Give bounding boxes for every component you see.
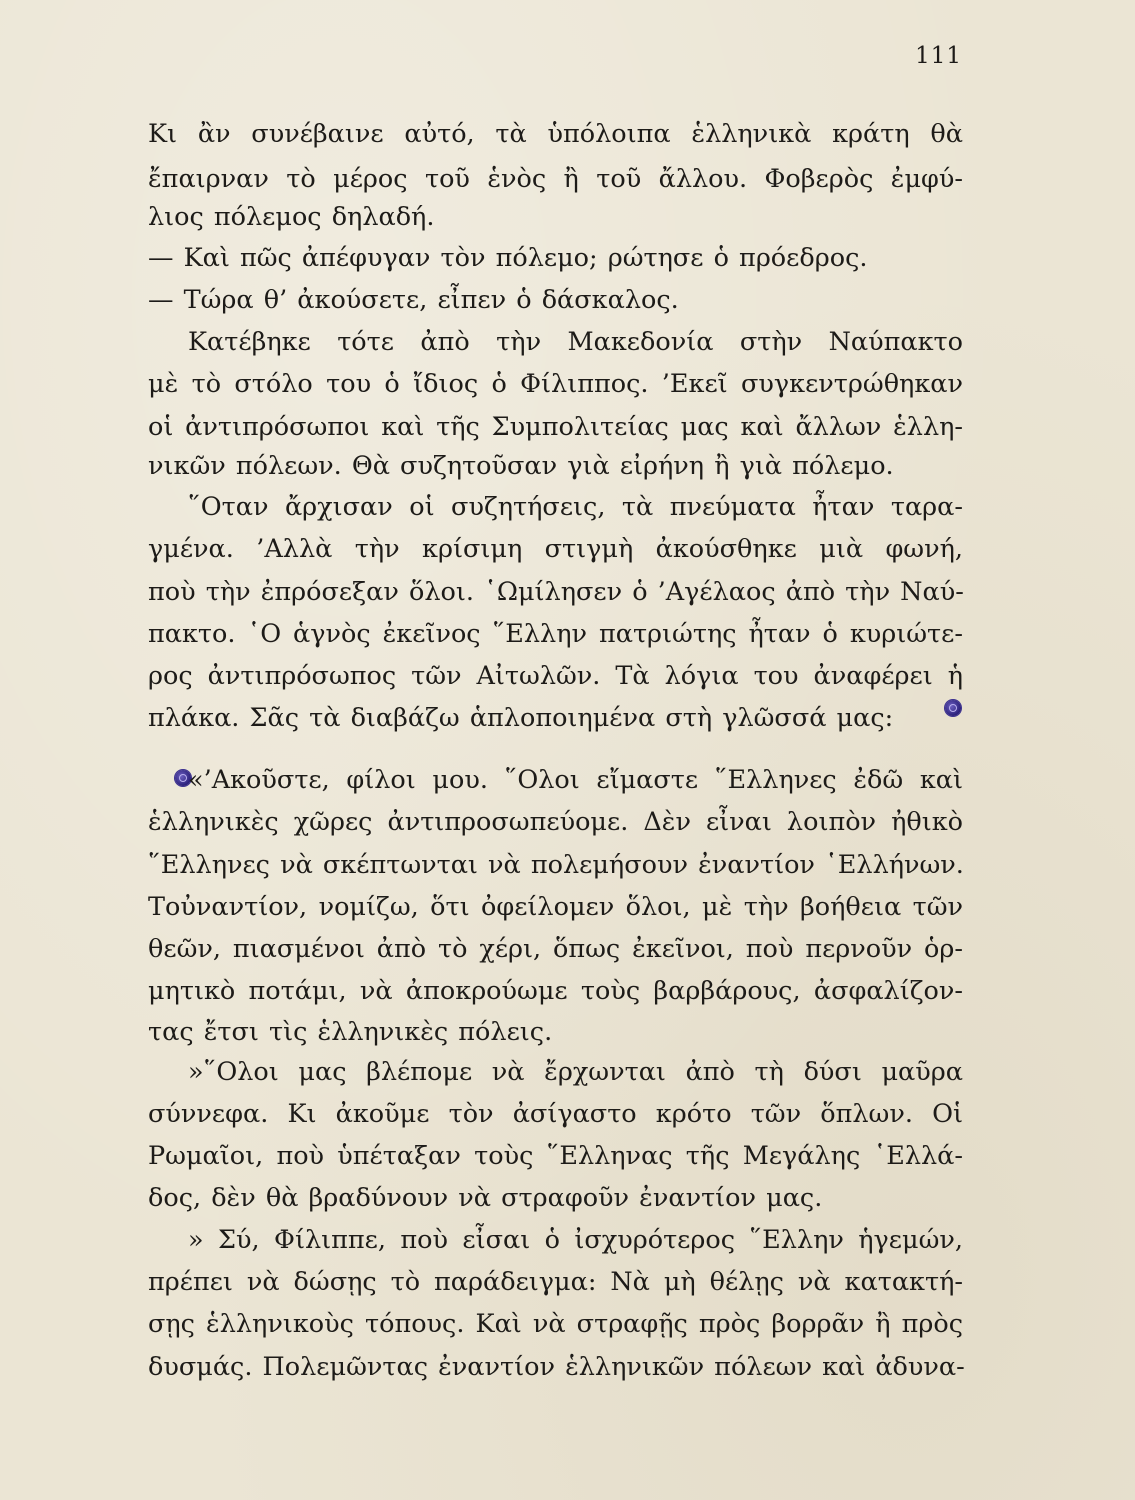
text-line: ποὺ τὴν ἐπρόσεξαν ὅλοι. ῾Ωμίλησεν ὁ ’Αγέλαος ἀπὸ τὴν Ναύ- <box>148 577 964 607</box>
text-line: πλάκα. Σᾶς τὰ διαβάζω ἁπλοποιημένα στὴ γλῶσσά μας: <box>148 703 894 733</box>
text-line: δος, δὲν θὰ βραδύνουν νὰ στραφοῦν ἐναντίον μας. <box>148 1183 823 1213</box>
text-line: Ρωμαῖοι, ποὺ ὑπέταξαν τοὺς ῞Ελληνας τῆς Μεγάλης ῾Ελλά- <box>148 1141 963 1171</box>
text-line: » Σύ, Φίλιππε, ποὺ εἶσαι ὁ ἰσχυρότερος ῞Ελλην ἡγεμών, <box>188 1225 963 1255</box>
text-line: γμένα. ’Αλλὰ τὴν κρίσιμη στιγμὴ ἀκούσθηκε μιὰ φωνή, <box>148 534 963 564</box>
text-line: θεῶν, πιασμένοι ἀπὸ τὸ χέρι, ὅπως ἐκεῖνοι, ποὺ περνοῦν ὁρ- <box>148 934 963 964</box>
text-line: πρέπει νὰ δώσῃς τὸ παράδειγμα: Νὰ μὴ θέλῃς νὰ κατακτή- <box>148 1267 963 1297</box>
text-line: ρος ἀντιπρόσωπος τῶν Αἰτωλῶν. Τὰ λόγια του ἀναφέρει ἡ <box>148 661 963 691</box>
text-line: — Καὶ πῶς ἀπέφυγαν τὸν πόλεμο; ρώτησε ὁ πρόεδρος. <box>148 243 868 273</box>
text-line: δυσμάς. Πολεμῶντας ἐναντίον ἑλληνικῶν πόλεων καὶ ἀδυνα- <box>148 1352 965 1382</box>
text-line: »῞Ολοι μας βλέπομε νὰ ἔρχωνται ἀπὸ τὴ δύσι μαῦρα <box>188 1057 963 1087</box>
text-line: «’Ακοῦστε, φίλοι μου. ῞Ολοι εἴμαστε ῞Ελληνες ἐδῶ καὶ <box>188 765 963 795</box>
text-line: σύννεφα. Κι ἀκοῦμε τὸν ἀσίγαστο κρότο τῶν ὅπλων. Οἱ <box>148 1099 963 1129</box>
page-number: 111 <box>915 43 962 69</box>
text-line: σῃς ἑλληνικοὺς τόπους. Καὶ νὰ στραφῇς πρὸς βορρᾶν ἢ πρὸς <box>148 1309 963 1339</box>
text-line: ῞Ελληνες νὰ σκέπτωνται νὰ πολεμήσουν ἐναντίον ῾Ελλήνων. <box>148 850 964 880</box>
ink-stamp-icon <box>945 700 961 716</box>
text-line: τας ἔτσι τὶς ἑλληνικὲς πόλεις. <box>148 1017 553 1047</box>
text-line: Κι ἂν συνέβαινε αὐτό, τὰ ὑπόλοιπα ἑλληνικὰ κράτη θὰ <box>148 119 963 149</box>
text-line: Τοὐναντίον, νομίζω, ὅτι ὀφείλομεν ὅλοι, μὲ τὴν βοήθεια τῶν <box>148 892 963 922</box>
text-line: μητικὸ ποτάμι, νὰ ἀποκρούωμε τοὺς βαρβάρους, ἀσφαλίζον- <box>148 976 963 1006</box>
text-line: ἔπαιρναν τὸ μέρος τοῦ ἑνὸς ἢ τοῦ ἄλλου. Φοβερὸς ἐμφύ- <box>148 164 963 194</box>
text-line: ῞Οταν ἄρχισαν οἱ συζητήσεις, τὰ πνεύματα ἦταν ταρα- <box>188 492 963 522</box>
text-line: μὲ τὸ στόλο του ὁ ἴδιος ὁ Φίλιππος. ’Εκεῖ συγκεντρώθηκαν <box>148 369 963 399</box>
text-line: οἱ ἀντιπρόσωποι καὶ τῆς Συμπολιτείας μας καὶ ἄλλων ἑλλη- <box>148 412 963 442</box>
text-line: — Τώρα θ’ ἀκούσετε, εἶπεν ὁ δάσκαλος. <box>148 285 679 315</box>
text-line: Κατέβηκε τότε ἀπὸ τὴν Μακεδονία στὴν Ναύπακτο <box>188 327 963 357</box>
text-line: πακτο. ῾Ο ἁγνὸς ἐκεῖνος ῞Ελλην πατριώτης ἦταν ὁ κυριώτε- <box>148 619 963 649</box>
text-line: ἑλληνικὲς χῶρες ἀντιπροσωπεύομε. Δὲν εἶναι λοιπὸν ἠθικὸ <box>148 807 963 837</box>
text-line: νικῶν πόλεων. Θὰ συζητοῦσαν γιὰ εἰρήνη ἢ γιὰ πόλεμο. <box>148 451 894 481</box>
text-line: λιος πόλεμος δηλαδή. <box>148 202 435 232</box>
